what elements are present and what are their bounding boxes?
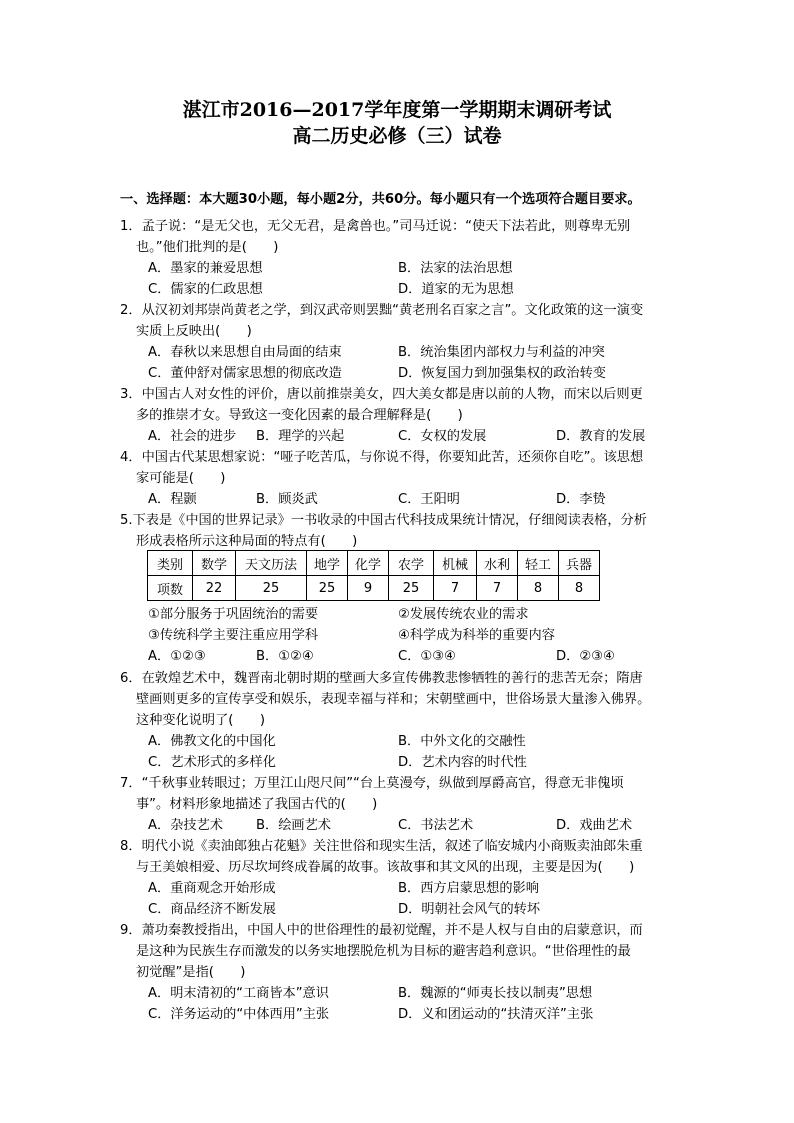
option-a: A．程颢: [148, 492, 197, 507]
table-cell: 化学: [348, 551, 389, 576]
option-a: A．杂技艺术: [148, 818, 223, 833]
question-stem: 1．孟子说：“是无父也，无父无君，是禽兽也。”司马迁说：“使天下法若此，则尊卑无别: [120, 219, 631, 234]
option-a: A．社会的进步: [148, 429, 237, 444]
statement-3: ③传统科学主要注重应用学科: [148, 628, 319, 643]
question-stem: 5.下表是《中国的世界记录》一书收录的中国古代科技成果统计情况，仔细阅读表格，分析: [120, 513, 647, 528]
question-stem: 与王美娘相爱、历尽坎坷终成眷属的故事。该故事和其文风的出现，主要是因为( ): [136, 860, 635, 875]
option-b: B．魏源的“师夷长技以制夷”思想: [398, 986, 593, 1001]
option-c: C．王阳明: [398, 492, 460, 507]
table-cell: 轻工: [518, 551, 559, 576]
option-c: C．书法艺术: [398, 818, 474, 833]
question-stem: 3．中国古人对女性的评价，唐以前推崇美女，四大美女都是唐以前的人物，而宋以后则更: [120, 387, 643, 402]
page-title: 湛江市2016—2017学年度第一学期期末调研考试: [182, 99, 612, 121]
question-stem: 实质上反映出( ): [136, 324, 252, 339]
question-3: [120, 384, 680, 447]
option-a: A．春秋以来思想自由局面的结束: [148, 345, 342, 360]
question-5: [120, 510, 680, 552]
table-cell: 7: [477, 576, 518, 601]
table-cell: 7: [434, 576, 477, 601]
statistics-table: [147, 550, 600, 601]
table-cell: 机械: [434, 551, 477, 576]
question-stem: 8．明代小说《卖油郎独占花魁》关注世俗和现实生活，叙述了临安城内小商贩卖油郎朱重: [120, 839, 643, 854]
option-a: A．墨家的兼爱思想: [148, 261, 263, 276]
table-cell: 类别: [148, 551, 193, 576]
option-d: D．明朝社会风气的转坏: [398, 902, 541, 917]
section-heading: 一、选择题：本大题30小题，每小题2分，共60分。每小题只有一个选项符合题目要求。: [120, 192, 641, 207]
statement-4: ④科学成为科举的重要内容: [398, 628, 555, 643]
question-2: [120, 300, 680, 384]
question-stem: 2．从汉初刘邦崇尚黄老之学，到汉武帝则罢黜“黄老刑名百家之言”。文化政策的这一演变: [120, 303, 644, 318]
question-1: [120, 216, 680, 300]
question-stem: 也。”他们批判的是( ): [136, 240, 279, 255]
option-c: C．女权的发展: [398, 429, 487, 444]
option-a: A．明末清初的“工商皆本”意识: [148, 986, 329, 1001]
option-a: A．①②③: [148, 649, 206, 664]
question-stem: 形成表格所示这种局面的特点有( ): [136, 534, 358, 549]
option-b: B．西方启蒙思想的影响: [398, 881, 539, 896]
option-d: D．艺术内容的时代性: [398, 755, 527, 770]
option-c: C．商品经济不断发展: [148, 902, 276, 917]
option-b: B．统治集团内部权力与利益的冲突: [398, 345, 605, 360]
question-9: [120, 920, 680, 1025]
table-row: [148, 576, 600, 601]
option-b: B．法家的法治思想: [398, 261, 513, 276]
table-cell: 地学: [307, 551, 348, 576]
table-cell: 农学: [389, 551, 434, 576]
table-cell: 25: [236, 576, 307, 601]
table-cell: 兵器: [559, 551, 600, 576]
table-cell: 25: [307, 576, 348, 601]
option-d: D．教育的发展: [556, 429, 646, 444]
question-stem: 6．在敦煌艺术中，魏晋南北朝时期的壁画大多宣传佛教悲惨牺牲的善行的悲苦无奈；隋唐: [120, 671, 643, 686]
option-c: C．董仲舒对儒家思想的彻底改造: [148, 366, 342, 381]
statement-2: ②发展传统农业的需求: [398, 607, 529, 622]
question-stem: 多的推崇才女。导致这一变化因素的最合理解释是( ): [136, 408, 463, 423]
table-cell: 项数: [148, 576, 193, 601]
question-stem: 7．“千秋事业转眼过；万里江山咫尺间”“台上莫漫夸，纵做到厚爵高官，得意无非傀顷: [120, 776, 624, 791]
table-cell: 22: [193, 576, 236, 601]
question-stem: 是这种为民族生存而激发的以务实地摆脱危机为目标的避害趋利意识。“世俗理性的最: [136, 944, 631, 959]
table-cell: 天文历法: [236, 551, 307, 576]
page-subtitle: 高二历史必修（三）试卷: [292, 125, 502, 147]
option-c: C．洋务运动的“中体西用”主张: [148, 1007, 330, 1022]
option-d: D．②③④: [556, 649, 615, 664]
option-b: B．绘画艺术: [256, 818, 331, 833]
option-d: D．李贽: [556, 492, 606, 507]
table-cell: 8: [518, 576, 559, 601]
question-6: [120, 668, 680, 773]
statement-1: ①部分服务于巩固统治的需要: [148, 607, 319, 622]
question-4: [120, 447, 680, 510]
option-d: D．恢复国力到加强集权的政治转变: [398, 366, 606, 381]
question-7: [120, 773, 680, 836]
option-d: D．道家的无为思想: [398, 282, 514, 297]
question-stem: 家可能是( ): [136, 471, 226, 486]
option-b: B．中外文化的交融性: [398, 734, 526, 749]
option-d: D．义和团运动的“扶清灭洋”主张: [398, 1007, 594, 1022]
question-stem: 这种变化说明了( ): [136, 713, 265, 728]
option-a: A．重商观念开始形成: [148, 881, 276, 896]
table-cell: 8: [559, 576, 600, 601]
question-stem: 4．中国古代某思想家说：“哑子吃苦瓜，与你说不得，你要知此苦，还须你自吃”。该思想: [120, 450, 644, 465]
table-cell: 数学: [193, 551, 236, 576]
option-b: B．①②④: [256, 649, 314, 664]
question-stem: 壁画则更多的宣传享受和娱乐，表现幸福与祥和；宋朝壁画中，世俗场景大量渗入佛界。: [136, 692, 651, 707]
question-8: [120, 836, 680, 920]
option-b: B．顾炎武: [256, 492, 318, 507]
option-c: C．儒家的仁政思想: [148, 282, 263, 297]
option-b: B．理学的兴起: [256, 429, 345, 444]
table-cell: 9: [348, 576, 389, 601]
question-stem: 初觉醒”是指( ): [136, 965, 246, 980]
option-c: C．①③④: [398, 649, 456, 664]
table-cell: 25: [389, 576, 434, 601]
option-c: C．艺术形式的多样化: [148, 755, 276, 770]
table-header-row: [148, 551, 600, 576]
question-stem: 9．萧功秦教授指出，中国人中的世俗理性的最初觉醒，并不是人权与自由的启蒙意识，而: [120, 923, 643, 938]
option-d: D．戏曲艺术: [556, 818, 633, 833]
question-stem: 事”。材料形象地描述了我国古代的( ): [136, 797, 378, 812]
question-5-statements: [120, 604, 680, 667]
option-a: A．佛教文化的中国化: [148, 734, 276, 749]
table-cell: 水利: [477, 551, 518, 576]
